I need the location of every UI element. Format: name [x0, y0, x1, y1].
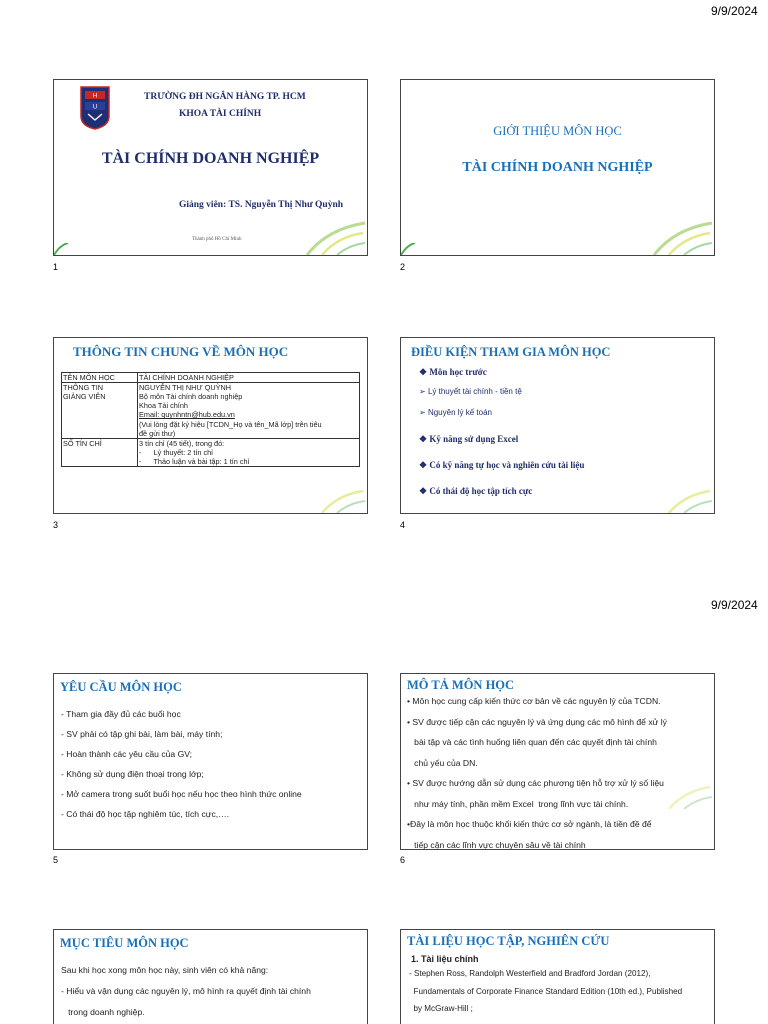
slide-title: TÀI CHÍNH DOANH NGHIỆP	[462, 160, 653, 175]
list-item: ❖ Có kỹ năng tự học và nghiên cứu tài liệu	[419, 460, 585, 470]
page-date-middle: 9/9/2024	[711, 598, 758, 612]
objectives-list	[61, 960, 311, 1023]
email-link[interactable]: Email: quynhntn@hub.edu.vn	[139, 410, 235, 420]
requirements-list	[61, 704, 302, 824]
slide-title: MỤC TIÊU MÔN HỌC	[60, 936, 189, 950]
slide-6	[400, 673, 715, 850]
text-line: - Hiểu và vận dụng các nguyên lý, mô hình ra quyết định tài chính	[61, 986, 311, 996]
hub-logo-icon	[80, 86, 110, 130]
leaf-decoration-icon	[297, 219, 367, 255]
slide-3	[53, 337, 368, 514]
slide-4	[400, 337, 715, 514]
text-line: Sau khi học xong môn học này, sinh viên có khả năng:	[61, 965, 269, 975]
list-item: - SV phải có tập ghi bài, làm bài, máy tính;	[61, 729, 223, 739]
list-item: ❖ Kỹ năng sử dụng Excel	[419, 434, 519, 444]
svg-text:U: U	[92, 104, 98, 111]
slide-number: 1	[53, 262, 59, 272]
list-item: ❖ Môn học trước	[419, 367, 487, 377]
table-cell-key: THÔNG TIN GIẢNG VIÊN	[62, 383, 138, 439]
slide-title: TÀI LIỆU HỌC TẬP, NGHIÊN CỨU	[407, 934, 610, 948]
leaf-decoration-icon	[644, 773, 714, 809]
leaf-decoration-icon	[297, 477, 367, 513]
leaf-decoration-icon	[644, 219, 714, 255]
table-row	[62, 383, 360, 439]
list-item: - Tham gia đầy đủ các buổi học	[61, 709, 181, 719]
list-item: - Hoàn thành các yêu cầu của GV;	[61, 749, 193, 759]
table-cell-value: TÀI CHÍNH DOANH NGHIỆP	[138, 373, 360, 383]
school-name: TRƯỜNG ĐH NGÂN HÀNG TP. HCM	[144, 92, 306, 102]
reference-text	[409, 965, 715, 1018]
list-item: - Mở camera trong suốt buổi học nếu học theo hình thức online	[61, 789, 302, 799]
svg-text:H: H	[92, 93, 98, 100]
text-line: by McGraw-Hill ;	[409, 1004, 473, 1013]
slide-2	[400, 79, 715, 256]
slide-number: 3	[53, 520, 59, 530]
page-date-top: 9/9/2024	[711, 4, 758, 18]
slide-1	[53, 79, 368, 256]
course-description	[407, 691, 712, 850]
section-heading: 1. Tài liệu chính	[411, 954, 479, 964]
text-line: Fundamentals of Corporate Finance Standard Edition (10th ed.), Published	[409, 986, 683, 996]
slide-number: 2	[400, 262, 406, 272]
leaf-decoration-icon	[644, 477, 714, 513]
table-row	[62, 438, 360, 466]
text-line: tiếp cận các lĩnh vực chuyên sâu về tài chính	[407, 839, 586, 850]
table-cell-key: TÊN MÔN HỌC	[62, 373, 138, 383]
leaf-decoration-icon	[401, 243, 419, 255]
slide-number: 4	[400, 520, 406, 530]
course-info-table	[61, 372, 360, 467]
slide-number: 6	[400, 855, 406, 865]
text-line: •Đây là môn học thuộc khối kiến thức cơ sở ngành, là tiền đề để	[407, 819, 652, 829]
text-line: • SV được hướng dẫn sử dụng các phương tiện hỗ trợ xử lý số liệu	[407, 778, 664, 788]
lecturer-name: Giảng viên: TS. Nguyễn Thị Như Quỳnh	[179, 200, 344, 210]
slide-8	[400, 929, 715, 1024]
slide-title: ĐIỀU KIỆN THAM GIA MÔN HỌC	[411, 345, 611, 359]
slide-title: YÊU CẦU MÔN HỌC	[60, 680, 182, 694]
course-title: TÀI CHÍNH DOANH NGHIỆP	[101, 150, 320, 167]
text-line: trong doanh nghiệp.	[61, 1007, 145, 1017]
text-line: • SV được tiếp cận các nguyên lý và ứng dụng các mô hình để xử lý	[407, 716, 667, 727]
list-item: - Không sử dụng điện thoại trong lớp;	[61, 769, 204, 779]
list-item: ❖ Có thái độ học tập tích cực	[419, 486, 533, 496]
list-item: - Có thái độ học tập nghiêm túc, tích cực,….	[61, 809, 230, 819]
list-item: ➢ Lý thuyết tài chính - tiền tệ	[419, 387, 522, 396]
table-cell-value: 3 tín chỉ (45 tiết), trong đó: - Lý thuyết: 2 tín chỉ - Thảo luận và bài tập: 1 tín chỉ	[138, 438, 360, 466]
text-line: bài tập và các tình huống liên quan đến các quyết định tài chính	[407, 737, 657, 747]
slide-title: MÔ TẢ MÔN HỌC	[407, 678, 515, 692]
table-row	[62, 373, 360, 383]
leaf-decoration-icon	[54, 243, 72, 255]
table-cell-key: SỐ TÍN CHỈ	[62, 438, 138, 466]
text-line: • Môn học cung cấp kiến thức cơ bản về các nguyên lý của TCDN.	[407, 696, 661, 706]
slide-7	[53, 929, 368, 1024]
slide-title: THÔNG TIN CHUNG VỀ MÔN HỌC	[73, 344, 289, 359]
list-item: ➢ Nguyên lý kế toán	[419, 408, 492, 417]
text-line: - Stephen Ross, Randolph Westerfield and Bradford Jordan (2012),	[409, 969, 651, 978]
slide-number: 5	[53, 855, 59, 865]
faculty-name: KHOA TÀI CHÍNH	[179, 109, 262, 119]
slide-subtitle: GIỚI THIỆU MÔN HỌC	[493, 124, 622, 138]
city-label: Thành phố Hồ Chí Minh	[192, 237, 242, 242]
text-line: chủ yếu của DN.	[407, 757, 478, 768]
table-cell-value: NGUYỄN THỊ NHƯ QUỲNH Bộ môn Tài chính doanh nghiệp Khoa Tài chính Email: quynhntn@hub.edu.vn (Vui lòng đặt ký hiệu [TCDN_Họ và tên_Mã lớp] trên tiêu đề gửi thư)	[138, 383, 360, 439]
text-line: như máy tính, phần mềm Excel trong lĩnh vực tài chính.	[407, 798, 629, 809]
slide-5	[53, 673, 368, 850]
